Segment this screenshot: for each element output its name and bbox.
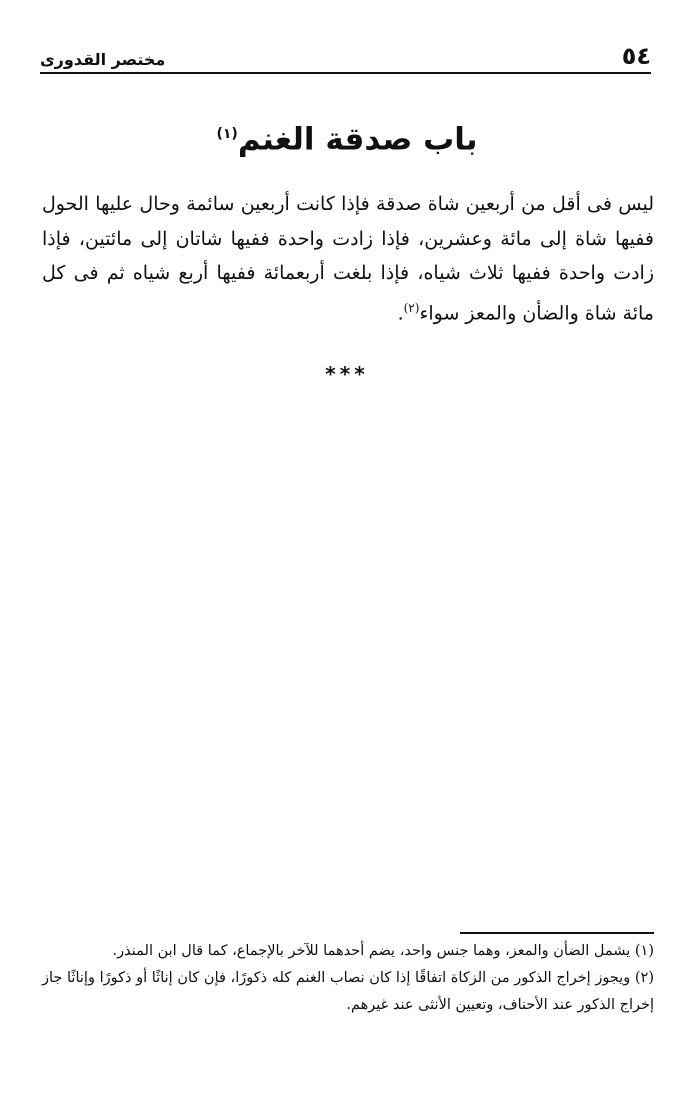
chapter-title-text: باب صدقة الغنم	[237, 121, 478, 158]
footnote-number: (١)	[634, 943, 654, 959]
section-separator: ***	[325, 362, 369, 386]
body-paragraph-text: ليس فى أقل من أربعين شاة صدقة فإذا كانت أربعين سائمة وحال عليها الحول ففيها شاة إلى مائة وعشرين، فإذا زادت واحدة ففيها شاتان إلى مائتين، فإذا زادت واحدة ففيها ثلاث شياه، فإذا بلغت أربعمائة ففيها أربع شياه ثم فى كل مائة شاة والضأن والمعز سواء	[42, 193, 654, 324]
footnote-text: ويجوز إخراج الذكور من الزكاة اتفاقًا إذا كان نصاب الغنم كله ذكورًا، فإن كان إناثًا أو ذكورًا وإناثًا جاز إخراج الذكور عند الأحناف، وتعيين الأنثى عند غيرهم.	[42, 970, 654, 1013]
footnote-1	[42, 938, 654, 965]
body-end-punctuation: .	[397, 301, 404, 324]
footnote-2	[42, 965, 654, 1019]
chapter-title	[0, 110, 694, 163]
body-paragraph	[42, 187, 654, 330]
chapter-footnote-ref: (١)	[216, 126, 238, 142]
footnote-divider	[460, 932, 654, 934]
footnote-number: (٢)	[634, 970, 654, 986]
page-number: ٥٤	[621, 42, 651, 70]
body-footnote-ref: (٢)	[403, 300, 420, 315]
page-header	[40, 34, 651, 74]
footnote-text: يشمل الضأن والمعز، وهما جنس واحد، يضم أحدهما للآخر بالإجماع، كما قال ابن المنذر.	[112, 943, 631, 959]
footnotes	[42, 938, 654, 1019]
running-title: مختصر القدورى	[40, 50, 166, 69]
